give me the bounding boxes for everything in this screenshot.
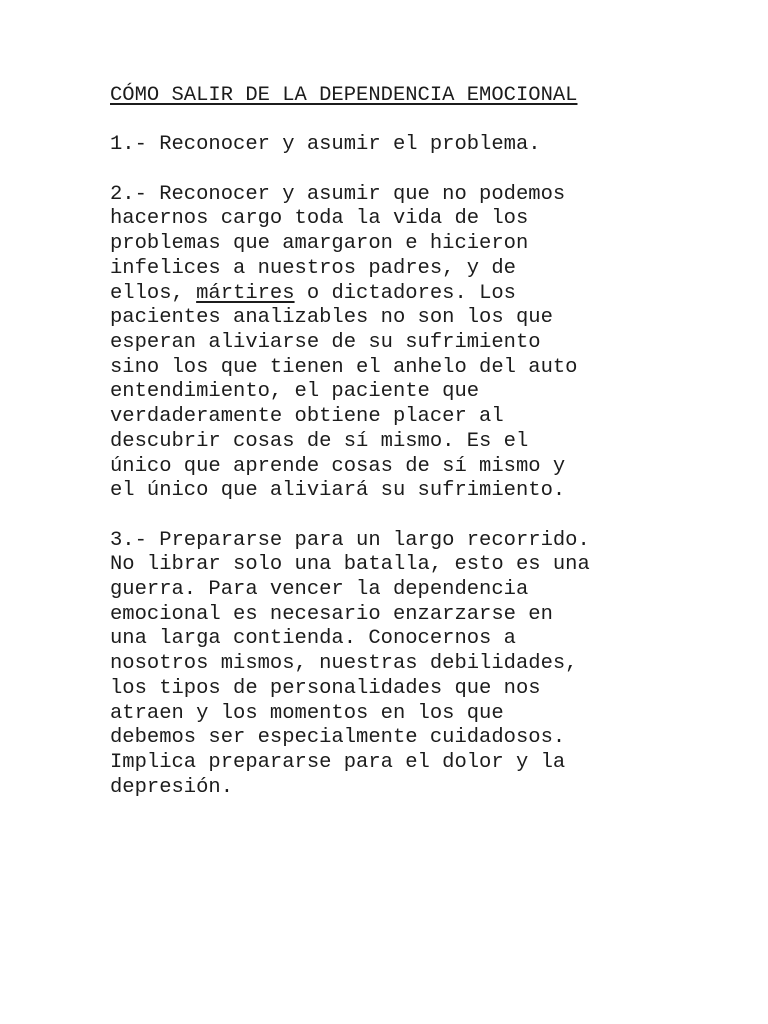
text-line: nosotros mismos, nuestras debilidades, <box>110 652 578 676</box>
text-line: verdaderamente obtiene placer al <box>110 405 504 429</box>
document-title: CÓMO SALIR DE LA DEPENDENCIA EMOCIONAL <box>110 84 578 107</box>
paragraph-2 <box>110 183 730 504</box>
text-line: esperan aliviarse de su sufrimiento <box>110 331 541 354</box>
text-line: 2.- Reconocer y asumir que no podemos <box>110 182 566 206</box>
text-line: infelices a nuestros padres, y de <box>110 256 516 280</box>
text-line: los tipos de personalidades que nos <box>110 676 541 700</box>
text-line: depresión. <box>110 775 234 799</box>
text-line: No librar solo una batalla, esto es una <box>110 553 590 577</box>
text-line: hacernos cargo toda la vida de los <box>110 207 529 231</box>
text-line: guerra. Para vencer la dependencia <box>110 578 529 602</box>
text-line: 3.- Prepararse para un largo recorrido. <box>110 528 590 552</box>
text-line: atraen y los momentos en los que <box>110 701 504 725</box>
text-line: problemas que amargaron e hicieron <box>110 232 529 256</box>
text-line: emocional es necesario enzarzarse en <box>110 602 553 626</box>
text-line: único que aprende cosas de sí mismo y <box>110 454 566 478</box>
text-line: pacientes analizables no son los que <box>110 306 553 330</box>
text-fragment: ellos, <box>110 281 197 305</box>
paragraph-3 <box>110 529 730 801</box>
text-line: descubrir cosas de sí mismo. Es el <box>110 429 529 453</box>
text-line-with-underline <box>110 282 730 307</box>
text-line: una larga contienda. Conocernos a <box>110 627 516 651</box>
text-line: sino los que tienen el anhelo del auto <box>110 355 578 379</box>
text-line: entendimiento, el paciente que <box>110 380 480 404</box>
text-line: el único que aliviará su sufrimiento. <box>110 479 566 503</box>
text-line: debemos ser especialmente cuidadosos. <box>110 726 566 750</box>
text-line: 1.- Reconocer y asumir el problema. <box>110 133 541 157</box>
text-line: Implica prepararse para el dolor y la <box>110 750 566 774</box>
underlined-word: mártires <box>196 281 295 305</box>
document-body <box>110 84 730 825</box>
paragraph-1 <box>110 133 730 158</box>
text-fragment: o dictadores. Los <box>294 281 516 305</box>
